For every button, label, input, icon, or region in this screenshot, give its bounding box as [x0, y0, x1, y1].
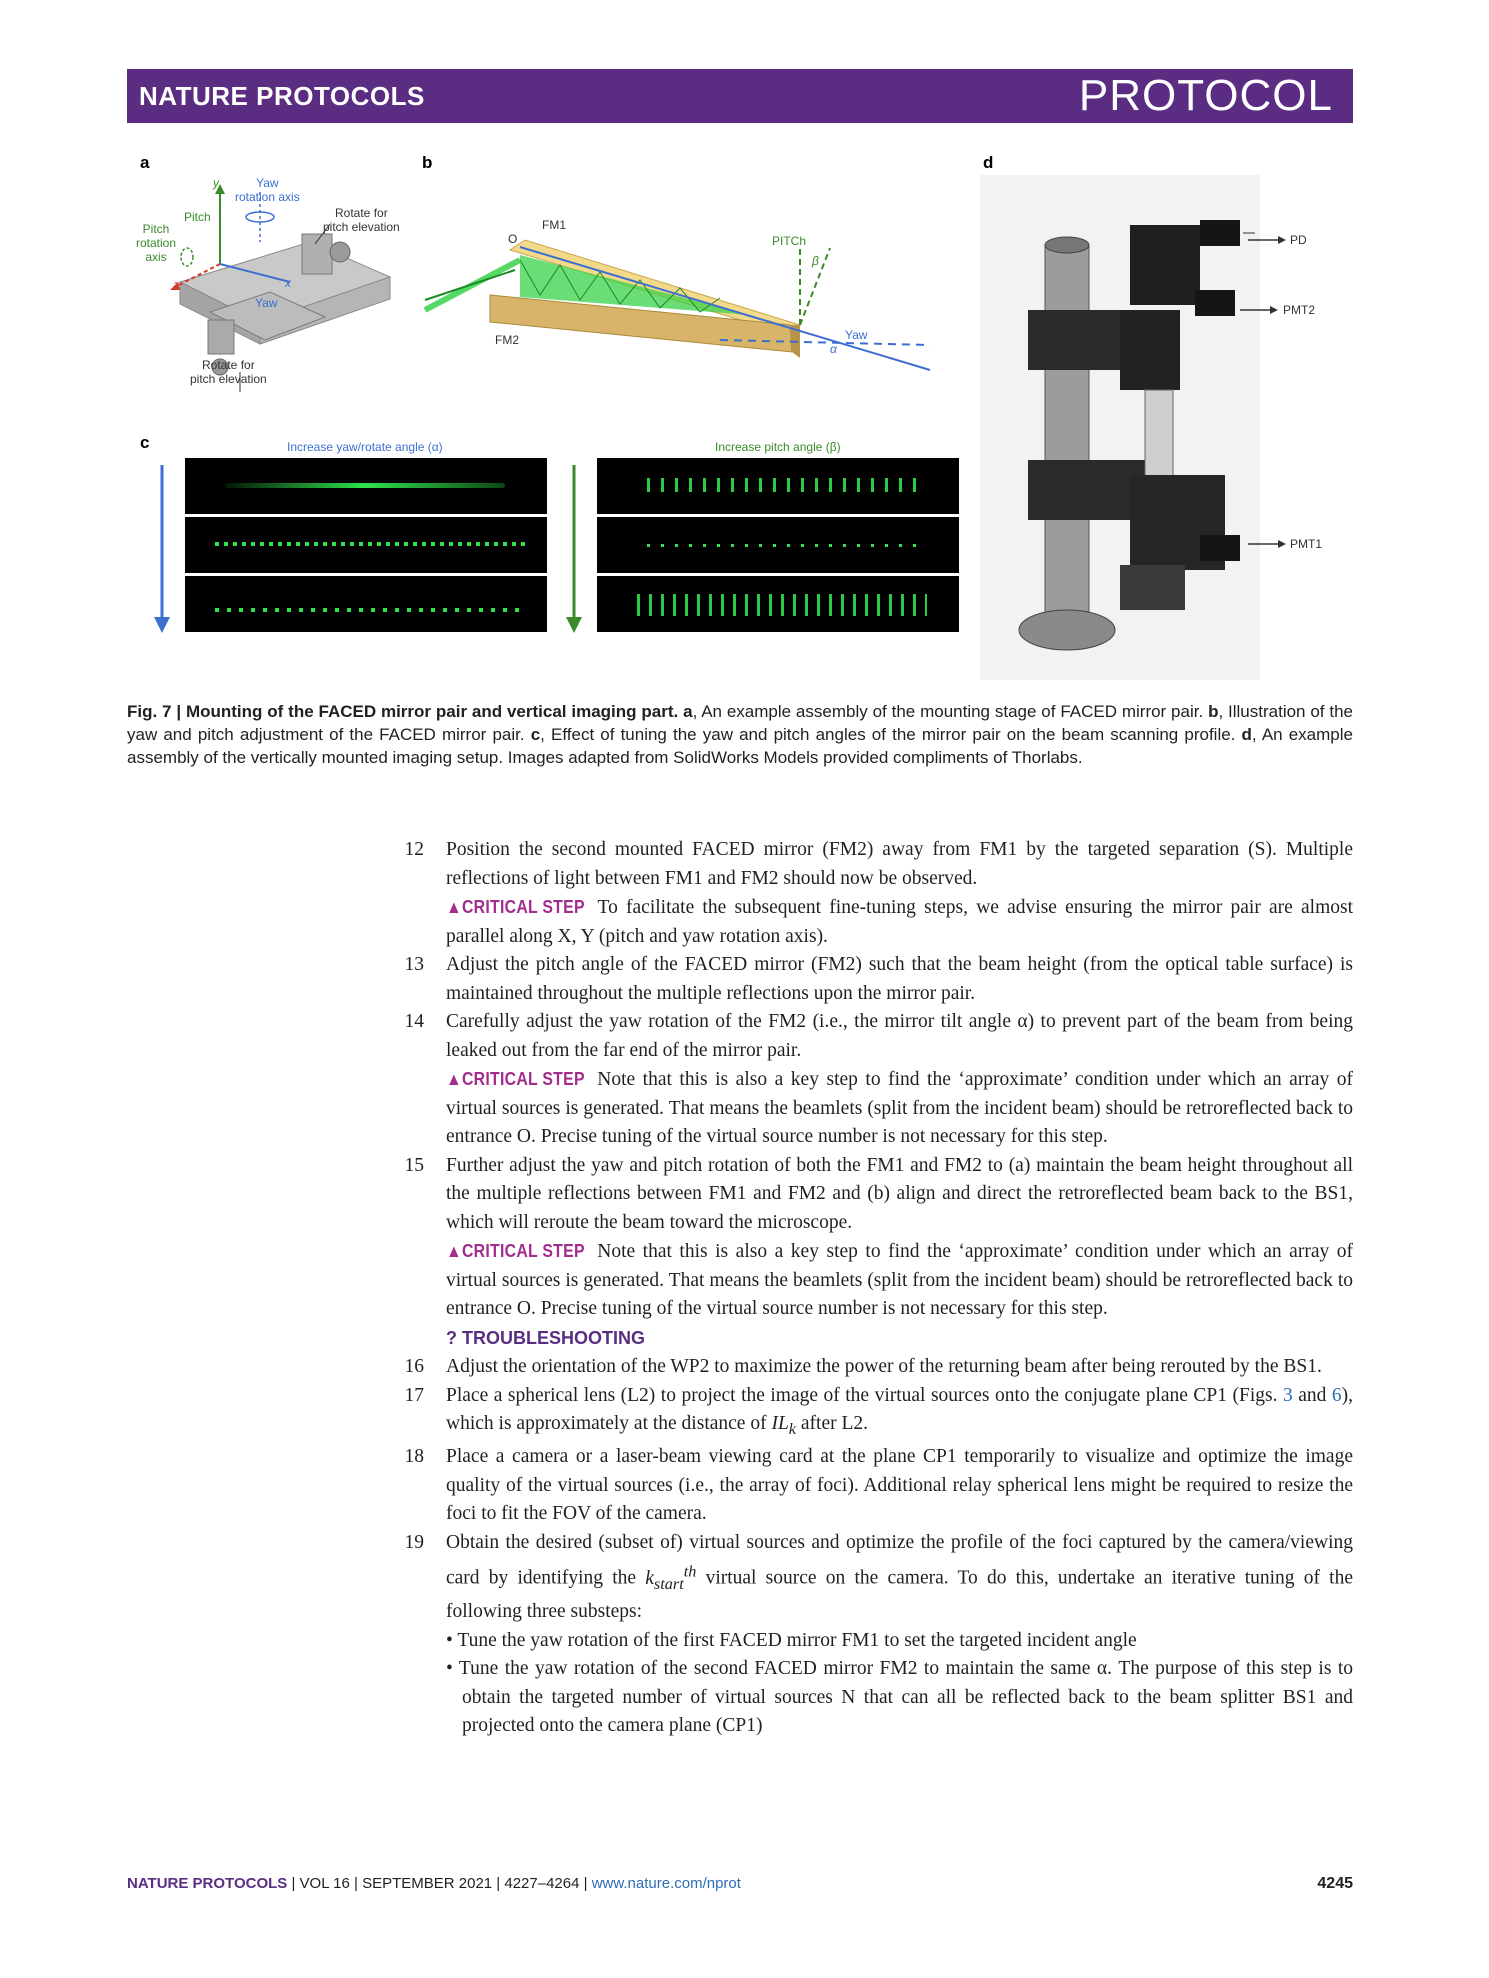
footer-sep: | — [492, 1875, 505, 1892]
footer-url-link[interactable]: www.nature.com/nprot — [591, 1875, 741, 1892]
yaw-profile-3 — [185, 576, 547, 632]
pitch-profile-1 — [597, 458, 959, 514]
k-start-symbol — [645, 1562, 697, 1593]
entrance-o-label: O — [508, 232, 518, 246]
caption-title: Fig. 7 | Mounting of the FACED mirror pair and vertical imaging part. — [127, 702, 679, 721]
step-text — [446, 1382, 1353, 1444]
fm2-label: FM2 — [495, 333, 519, 347]
step-number: 19 — [404, 1531, 424, 1553]
beta-label: β — [812, 254, 819, 268]
yaw-increase-arrow — [150, 465, 174, 635]
panel-d-illustration — [980, 175, 1260, 680]
panel-b-illustration — [420, 200, 940, 380]
bullet-text: • Tune the yaw rotation of the first FACED mirror FM1 to set the targeted incident angle — [446, 1629, 1137, 1651]
bullet-text: • Tune the yaw rotation of the second FACED mirror FM2 to maintain the same α. The purpose of this step is to obtain the targeted number of virtual sources N that can all be reflected back to the beam splitter BS1 and projected onto the camera plane (CP1) — [446, 1658, 1353, 1737]
pmt2-label: PMT2 — [1283, 303, 1316, 317]
pitch-increase-arrow — [562, 465, 586, 635]
pmt2-pointer — [1240, 303, 1280, 317]
footer-volume: VOL 16 — [299, 1875, 350, 1892]
step-17 — [400, 1382, 1353, 1444]
critical-step-text: Note that this is also a key step to find the ‘approximate’ condition under which an array of virtual sources is generated. That means the beamlets (split from the incident beam) should be retroreflected back to entrance O. Precise tuning of the virtual source number is not necessary for this step. — [446, 1241, 1353, 1319]
critical-step-label: ▲CRITICAL STEP — [446, 1069, 585, 1089]
axis-z-label: z — [173, 278, 179, 292]
ilk-subscript: k — [788, 1419, 797, 1438]
mirror-pair-drawing — [420, 200, 940, 380]
caption-c-label: c — [530, 725, 541, 744]
yaw-profile-2 — [185, 517, 547, 573]
pmt1-label: PMT1 — [1290, 537, 1323, 551]
caption-a-text: , An example assembly of the mounting stage of FACED mirror pair. — [692, 702, 1204, 721]
step-18 — [400, 1443, 1353, 1529]
caption-a-label: a — [683, 702, 693, 721]
caption-c-text: , Effect of tuning the yaw and pitch angles of the mirror pair on the beam scanning profile. — [540, 725, 1236, 744]
footer-pages: 4227–4264 — [504, 1875, 580, 1892]
footer-sep: | — [349, 1875, 363, 1892]
procedure-steps — [400, 836, 1353, 1741]
critical-step-note — [446, 893, 1353, 951]
substep-bullet-2 — [446, 1655, 1353, 1741]
step-16 — [400, 1353, 1353, 1382]
pitch-label: Pitch — [184, 210, 211, 224]
vertical-imaging-setup-drawing — [980, 175, 1260, 680]
journal-name: NATURE PROTOCOLS — [139, 81, 425, 111]
pitch-profile-2 — [597, 517, 959, 573]
step-14 — [400, 1008, 1353, 1152]
step-13 — [400, 951, 1353, 1008]
step-text: Place a camera or a laser-beam viewing card at the plane CP1 temporarily to visualize and optimize the image quality of the virtual sources (i.e., the array of foci). Additional relay spherical lens might be required to resize the foci to fit the FOV of the camera. — [446, 1446, 1353, 1525]
footer-sep: | — [287, 1875, 300, 1892]
step-number: 12 — [404, 839, 424, 860]
rotate-for-pitch-bottom-label: Rotate for pitch elevation — [190, 358, 267, 386]
step-17-text-b: ), which is approximately at the distance of — [446, 1384, 1354, 1434]
panel-letter-d: d — [983, 153, 994, 172]
step-19-text-b: virtual source on the camera. To do this, undertake an iterative tuning of the following three substeps: — [446, 1567, 1353, 1623]
fig-6-link[interactable]: 6 — [1331, 1384, 1342, 1406]
yaw-rotation-axis-label: Yaw rotation axis — [235, 176, 300, 204]
critical-step-label: ▲CRITICAL STEP — [446, 897, 585, 917]
mounting-stage-drawing — [140, 172, 420, 392]
pitch-b-label: PITCh — [772, 234, 807, 248]
fig-3-link[interactable]: 3 — [1283, 1384, 1293, 1406]
critical-step-note — [446, 1065, 1353, 1152]
panel-letter-c: c — [140, 433, 150, 452]
rotate-for-pitch-top-label: Rotate for pitch elevation — [323, 206, 400, 234]
yaw-label: Yaw — [255, 296, 278, 310]
step-17-and: and — [1298, 1384, 1327, 1406]
pd-pointer — [1248, 233, 1288, 247]
step-number: 17 — [404, 1384, 424, 1406]
figure-caption — [127, 700, 1353, 769]
ilk-symbol — [771, 1413, 797, 1438]
substep-bullet-1 — [446, 1627, 1353, 1656]
step-text — [446, 1529, 1353, 1627]
footer-date: SEPTEMBER 2021 — [362, 1875, 493, 1892]
step-12 — [400, 836, 1353, 951]
ilk-base: IL — [771, 1413, 789, 1434]
yaw-profile-1 — [185, 458, 547, 514]
page-footer — [127, 1875, 1353, 1892]
pitch-profile-3 — [597, 576, 959, 632]
step-text: Position the second mounted FACED mirror (FM2) away from FM1 by the targeted separation (S). Multiple reflections of light between FM1 and FM2 should now be observed. — [446, 839, 1353, 889]
step-text: Carefully adjust the yaw rotation of the FM2 (i.e., the mirror tilt angle α) to prevent part of the beam from being leaked out from the far end of the mirror pair. — [446, 1011, 1353, 1061]
k-superscript: th — [683, 1562, 697, 1581]
alpha-label: α — [830, 342, 837, 356]
footer-sep: | — [579, 1875, 592, 1892]
yaw-increase-title: Increase yaw/rotate angle (α) — [287, 440, 443, 454]
step-number: 15 — [404, 1154, 424, 1176]
step-text: Further adjust the yaw and pitch rotation of both the FM1 and FM2 to (a) maintain the beam height throughout all the multiple reflections between FM1 and FM2 and (b) align and direct the retroreflected beam back to the BS1, which will reroute the beam toward the microscope. — [446, 1154, 1353, 1233]
panel-a-illustration — [136, 172, 420, 392]
step-17-text-c: after L2. — [800, 1413, 869, 1434]
section-name: PROTOCOL — [1078, 71, 1333, 120]
step-number: 18 — [404, 1446, 424, 1468]
pd-label: PD — [1290, 233, 1307, 247]
critical-step-text: To facilitate the subsequent fine-tuning steps, we advise ensuring the mirror pair are almost parallel along X, Y (pitch and yaw rotation axis). — [446, 897, 1353, 947]
k-base: k — [645, 1567, 654, 1589]
yaw-b-label: Yaw — [845, 328, 868, 342]
fm1-label: FM1 — [542, 218, 566, 232]
pitch-increase-title: Increase pitch angle (β) — [715, 440, 841, 454]
caption-d-text: , An example assembly of the vertically mounted imaging setup. Images adapted from SolidWorks Models provided compliments of Thorlabs. — [127, 725, 1353, 767]
step-number: 14 — [404, 1011, 424, 1032]
step-15 — [400, 1152, 1353, 1354]
panel-letter-b: b — [422, 153, 433, 172]
pmt1-pointer — [1248, 537, 1288, 551]
k-subscript: start — [653, 1574, 684, 1593]
page-number: 4245 — [1317, 1875, 1353, 1892]
caption-b-label: b — [1208, 702, 1219, 721]
axis-x-label: x — [285, 276, 291, 290]
pitch-rotation-axis-label: Pitch rotation axis — [136, 222, 177, 264]
footer-journal: NATURE PROTOCOLS — [127, 1875, 288, 1892]
step-number: 13 — [404, 954, 424, 975]
panel-letter-a: a — [140, 153, 150, 172]
critical-step-note — [446, 1237, 1353, 1324]
step-17-text-a: Place a spherical lens (L2) to project the image of the virtual sources onto the conjugate plane CP1 (Figs. — [446, 1384, 1278, 1406]
step-text: Adjust the pitch angle of the FACED mirror (FM2) such that the beam height (from the optical table surface) is maintained throughout the multiple reflections upon the mirror pair. — [446, 954, 1353, 1004]
step-number: 16 — [404, 1356, 424, 1377]
step-text: Adjust the orientation of the WP2 to maximize the power of the returning beam after being rerouted by the BS1. — [446, 1356, 1322, 1377]
step-19 — [400, 1529, 1353, 1741]
caption-b-text: , Illustration of the yaw and pitch adjustment of the FACED mirror pair. — [127, 702, 1354, 744]
step-19-text-a: Obtain the desired (subset of) virtual sources and optimize the profile of the foci captured by the camera/viewing card by identifying the — [446, 1531, 1353, 1589]
troubleshooting-label[interactable]: ? TROUBLESHOOTING — [446, 1327, 645, 1348]
journal-header-bar — [127, 69, 1353, 123]
axis-y-label: y — [213, 176, 219, 190]
critical-step-label: ▲CRITICAL STEP — [446, 1241, 585, 1261]
troubleshooting-link[interactable] — [446, 1324, 1353, 1354]
critical-step-text: Note that this is also a key step to find the ‘approximate’ condition under which an array of virtual sources is generated. That means the beamlets (split from the incident beam) should be retroreflected back to entrance O. Precise tuning of the virtual source number is not necessary for this step. — [446, 1069, 1353, 1147]
caption-d-label: d — [1241, 725, 1252, 744]
